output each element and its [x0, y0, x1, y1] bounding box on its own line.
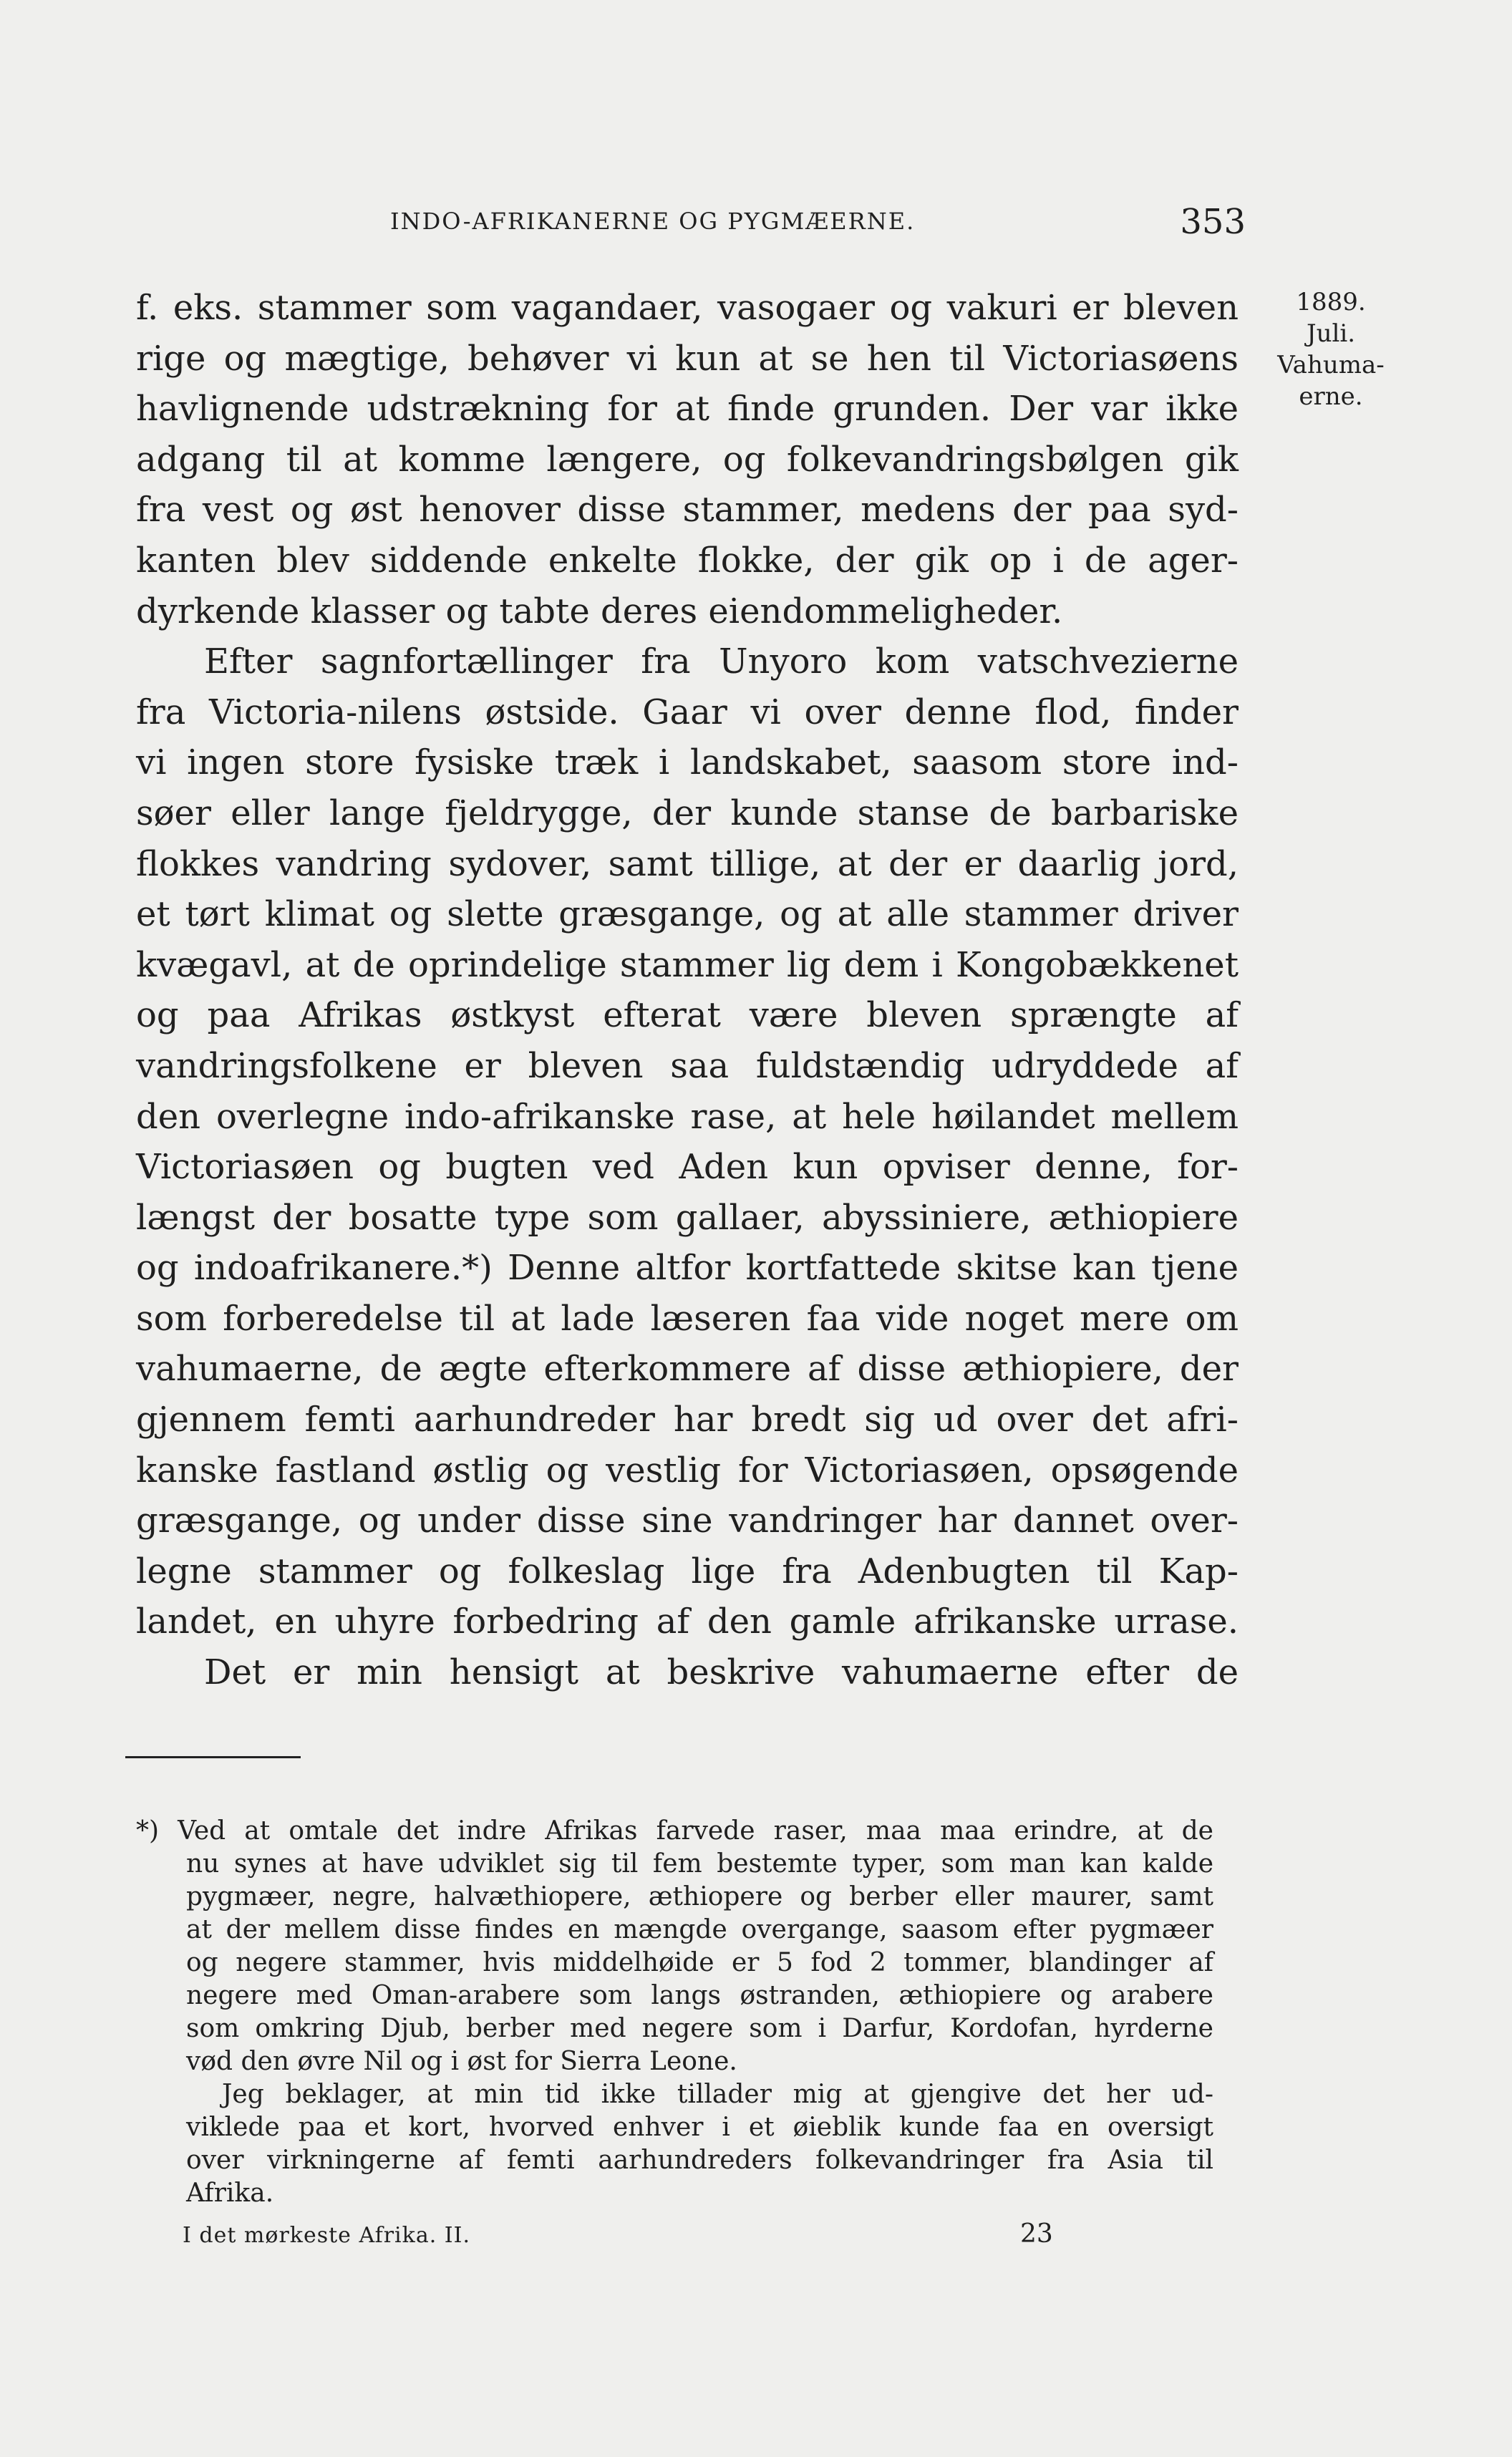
body-line: Det er min hensigt at beskrive vahumaerne efter de	[204, 1652, 1239, 1693]
footnote-line: Afrika.	[186, 2179, 274, 2208]
footnote-line: over virkningerne af femti aarhundreders folkevandringer fra Asia til	[186, 2146, 1213, 2175]
body-line: kanten blev siddende enkelte flokke, der gik op i de ager-	[136, 540, 1239, 581]
footnote-line: *) Ved at omtale det indre Afrikas farvede raser, maa maa erindre, at de	[136, 1816, 1213, 1846]
body-line: den overlegne indo-afrikanske rase, at hele høilandet mellem	[136, 1096, 1239, 1137]
margin-note-topic-line: erne.	[1299, 382, 1363, 411]
body-line: Efter sagnfortællinger fra Unyoro kom vatschvezierne	[204, 641, 1239, 682]
margin-note-topic-line: Vahuma-	[1277, 351, 1385, 379]
page-header	[390, 202, 1246, 245]
margin-note-year: 1889.	[1296, 288, 1366, 316]
body-line: gjennem femti aarhundreder har bredt sig ud over det afri-	[136, 1400, 1239, 1440]
running-title: INDO-AFRIKANERNE OG PYGMÆERNE.	[390, 208, 916, 235]
body-line: Victoriasøen og bugten ved Aden kun opviser denne, for-	[136, 1147, 1239, 1188]
page-number: 353	[1180, 202, 1246, 242]
footnote-line: og negere stammer, hvis middelhøide er 5 fod 2 tommer, blandinger af	[186, 1948, 1213, 1977]
footnote-line: nu synes at have udviklet sig til fem bestemte typer, som man kan kalde	[186, 1849, 1213, 1879]
body-line: et tørt klimat og slette græsgange, og at alle stammer driver	[136, 894, 1239, 935]
body-line: og indoafrikanere.*) Denne altfor kortfattede skitse kan tjene	[136, 1248, 1239, 1289]
margin-note	[1277, 286, 1385, 412]
footnote-rule	[125, 1756, 301, 1758]
footnote-line: negere med Oman-arabere som langs østranden, æthiopiere og arabere	[186, 1981, 1213, 2010]
body-line: kanske fastland østlig og vestlig for Victoriasøen, opsøgende	[136, 1450, 1239, 1491]
body-line: adgang til at komme længere, og folkevandringsbølgen gik	[136, 439, 1239, 480]
footnote-line: at der mellem disse findes en mængde overgange, saasom efter pygmæer	[186, 1915, 1213, 1944]
footnote-line: vød den øvre Nil og i øst for Sierra Leone.	[186, 2047, 737, 2076]
sheet-number: 23	[1020, 2219, 1053, 2249]
footnote-line: pygmæer, negre, halvæthiopere, æthiopere og berber eller maurer, samt	[186, 1882, 1213, 1911]
body-line: f. eks. stammer som vagandaer, vasogaer og vakuri er bleven	[136, 288, 1239, 328]
body-line: dyrkende klasser og tabte deres eiendommeligheder.	[136, 591, 1063, 631]
body-line: fra vest og øst henover disse stammer, medens der paa syd-	[136, 490, 1239, 530]
body-line: kvægavl, at de oprindelige stammer lig dem i Kongobækkenet	[136, 944, 1239, 985]
footnotes	[136, 1815, 1213, 2210]
footnote-line: som omkring Djub, berber med negere som i Darfur, Kordofan, hyrderne	[186, 2014, 1213, 2043]
body-line: som forberedelse til at lade læseren faa vide noget mere om	[136, 1298, 1239, 1339]
body-line: fra Victoria-nilens østside. Gaar vi over denne flod, finder	[136, 692, 1239, 732]
footnote-line: viklede paa et kort, hvorved enhver i et øieblik kunde faa en oversigt	[186, 2113, 1213, 2142]
body-line: og paa Afrikas østkyst efterat være bleven sprængte af	[136, 995, 1239, 1036]
body-line: landet, en uhyre forbedring af den gamle afrikanske urrase.	[136, 1601, 1239, 1642]
body-line: vandringsfolkene er bleven saa fuldstændig udryddede af	[136, 1045, 1239, 1086]
body-line: vahumaerne, de ægte efterkommere af disse æthiopiere, der	[136, 1349, 1239, 1390]
footnote-line: Jeg beklager, at min tid ikke tillader mig at gjengive det her ud-	[222, 2080, 1213, 2109]
body-line: legne stammer og folkeslag lige fra Adenbugten til Kap-	[136, 1551, 1239, 1591]
body-line: havlignende udstrækning for at finde grunden. Der var ikke	[136, 389, 1239, 430]
body-text	[136, 283, 1239, 1698]
printer-signature: I det mørkeste Afrika. II.	[183, 2223, 471, 2248]
body-line: vi ingen store fysiske træk i landskabet, saasom store ind-	[136, 742, 1239, 783]
margin-note-month: Juli.	[1306, 319, 1356, 348]
body-line: længst der bosatte type som gallaer, abyssiniere, æthiopiere	[136, 1197, 1239, 1238]
body-line: græsgange, og under disse sine vandringer har dannet over-	[136, 1501, 1239, 1541]
body-line: søer eller lange fjeldrygge, der kunde stanse de barbariske	[136, 793, 1239, 833]
body-line: flokkes vandring sydover, samt tillige, at der er daarlig jord,	[136, 843, 1239, 884]
body-line: rige og mægtige, behøver vi kun at se hen til Victoriasøens	[136, 338, 1239, 379]
